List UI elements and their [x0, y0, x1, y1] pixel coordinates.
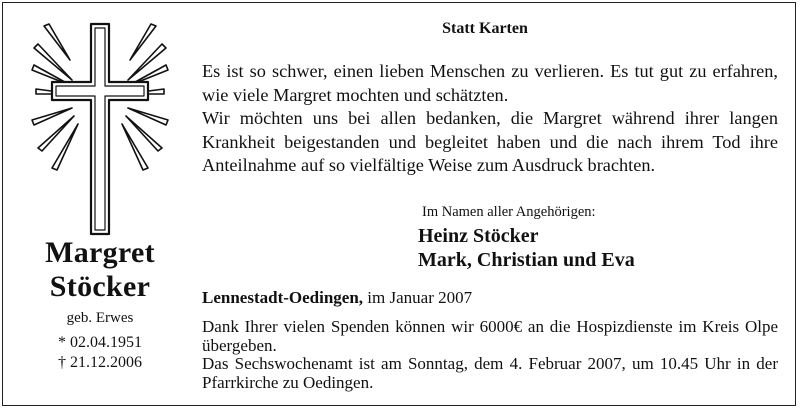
signer-line-1: Heinz Stöcker — [418, 225, 539, 247]
birth-name: geb. Erwes — [66, 310, 134, 326]
additional-notes — [202, 318, 778, 392]
place: Lennestadt-Oedingen, — [202, 288, 364, 307]
signer-line-2: Mark, Christian und Eva — [418, 249, 635, 271]
signature-intro: Im Namen aller Angehörigen: — [422, 204, 596, 220]
date: im Januar 2007 — [367, 288, 473, 307]
deceased-last-name: Stöcker — [49, 270, 151, 303]
life-dates — [18, 333, 182, 373]
death-date: † 21.12.2006 — [58, 354, 142, 371]
birth-date: * 02.04.1951 — [58, 334, 142, 351]
paragraph-2: Wir möchten uns bei allen bedanken, die Margret während ihrer langen Krankheit beigestanden und begleitet haben und die nach ihrem Tod ihre Anteilnahme auf so vielfältige Weise zum Ausdruck brachten. — [202, 108, 778, 175]
mass-note: Das Sechswochenamt ist am Sonntag, dem 4. Februar 2007, um 10.45 Uhr in der Pfarrkirche zu Oedingen. — [202, 354, 778, 392]
deceased-name — [18, 236, 182, 304]
cross-with-rays-icon — [30, 20, 170, 240]
paragraph-1: Es ist so schwer, einen lieben Menschen zu verlieren. Es tut gut zu erfahren, wie viele Margret mochten und schätzten. — [202, 61, 778, 105]
donation-note: Dank Ihrer vielen Spenden können wir 6000€ an die Hospizdienste im Kreis Olpe übergeben. — [202, 317, 778, 355]
notice-heading: Statt Karten — [442, 20, 528, 37]
deceased-first-name: Margret — [45, 236, 155, 269]
place-date-line — [202, 288, 472, 308]
thank-you-text — [202, 60, 778, 178]
